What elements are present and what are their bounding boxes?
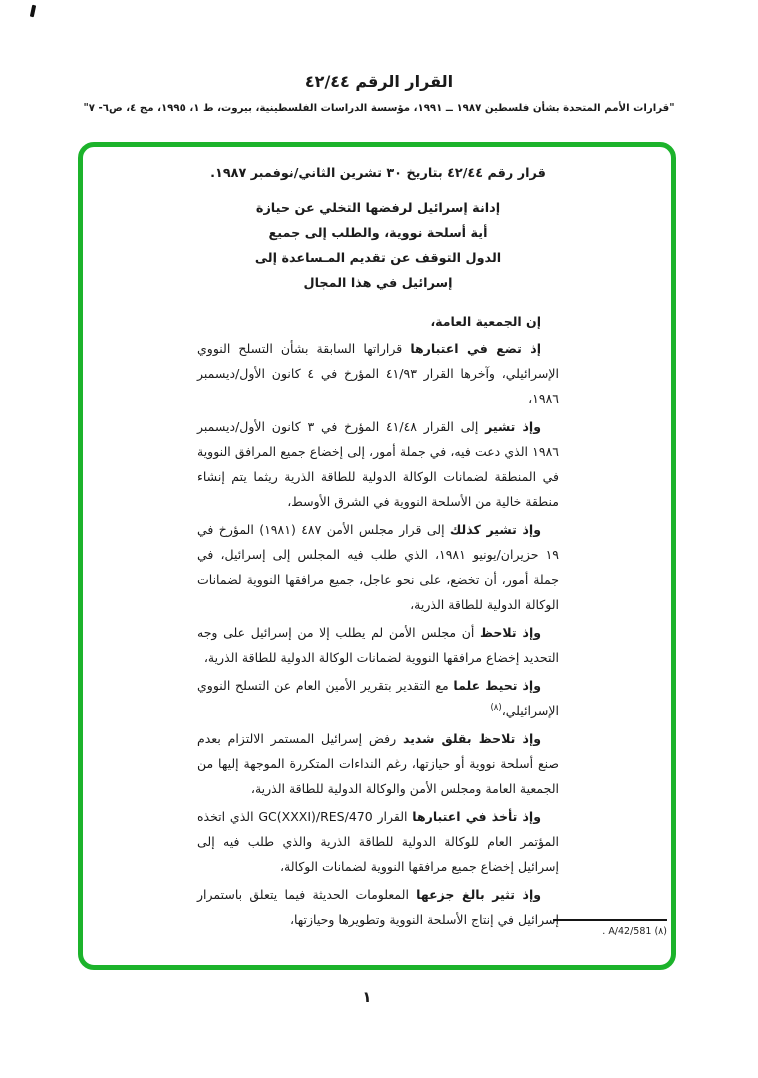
preamble-paragraphs	[197, 336, 559, 932]
paragraph-lead: إذ تضع في اعتبارها	[410, 341, 541, 356]
paragraph-lead: وإذ تلاحظ	[479, 625, 542, 640]
resolution-heading	[197, 196, 559, 296]
footnote: (٨) A/42/581 .	[553, 919, 667, 938]
preamble-paragraph	[197, 517, 559, 617]
page-title: القرار الرقم ٤٢/٤٤	[304, 72, 454, 91]
preamble-paragraph	[197, 726, 559, 801]
resolution-number-line: قرار رقم ٤٢/٤٤ بتاريخ ٣٠ تشرين الثاني/نوفمبر ١٩٨٧.	[210, 166, 546, 181]
preamble-paragraph	[197, 673, 559, 723]
opening-phrase: إن الجمعية العامة،	[430, 314, 541, 329]
paragraph-text: القرار GC(XXXI)/RES/470 الذي اتخذه المؤتمر العام للوكالة الدولية للطاقة الذرية والذي طلب فيه إلى إسرائيل إخضاع جميع مرافقها النووية لضمانات الوكالة،	[197, 809, 559, 874]
heading-line: أية أسلحة نووية، والطلب إلى جميع	[268, 226, 488, 241]
footnote-ref-marker: (٨)	[490, 702, 502, 713]
heading-line: الدول التوقف عن تقديم المـساعدة إلى	[254, 251, 502, 266]
source-citation: "قرارات الأمم المتحدة بشأن فلسطين ١٩٨٧ ــ ١٩٩١، مؤسسة الدراسات الفلسطينية، بيروت، ط ١، ١٩٩٥، مج ٤، ص٦- ٧"	[83, 103, 675, 114]
paragraph-lead: وإذ تثير بالغ جزعها	[416, 887, 541, 902]
paragraph-lead: وإذ تشير كذلك	[449, 522, 541, 537]
paragraph-lead: وإذ تأخذ في اعتبارها	[412, 809, 541, 824]
paragraph-lead: وإذ تلاحظ بقلق شديد	[402, 731, 542, 746]
preamble-paragraph	[197, 620, 559, 670]
paragraph-text: أن مجلس الأمن لم يطلب إلا من إسرائيل على وجه التحديد إخضاع مرافقها النووية لضمانات الوكالة الدولية للطاقة الذرية،	[197, 625, 559, 665]
resolution-text-column	[197, 161, 559, 932]
paragraph-text: رفض إسرائيل المستمر الالتزام بعدم صنع أسلحة نووية أو حيازتها، رغم النداءات المتكررة الموجهة إليها من الجمعية العامة ومجلس الأمن والوكالة الدولية للطاقة الذرية،	[197, 731, 559, 796]
preamble-paragraph	[197, 414, 559, 514]
paragraph-text: قراراتها السابقة بشأن التسلح النووي الإسرائيلي، وآخرها القرار ٤١/٩٣ المؤرخ في ٤ كانون الأول/ديسمبر ١٩٨٦،	[197, 341, 559, 406]
preamble-paragraph	[197, 882, 559, 932]
preamble-paragraph	[197, 336, 559, 411]
paragraph-text: إلى القرار ٤١/٤٨ المؤرخ في ٣ كانون الأول/ديسمبر ١٩٨٦ الذي دعت فيه، في جملة أمور، إلى إخضاع جميع المرافق النووية في المنطقة لضمانات الوكالة الدولية للطاقة الذرية ريثما يتم إنشاء منطقة خالية من الأسلحة النووية في الشرق الأوسط،	[197, 419, 559, 509]
paragraph-lead: وإذ تشير	[485, 419, 541, 434]
paragraph-text: إلى قرار مجلس الأمن ٤٨٧ (١٩٨١) المؤرخ في ١٩ حزيران/يونيو ١٩٨١، الذي طلب فيه المجلس إلى إسرائيل، في جملة أمور، أن تخضع، على نحو عاجل، جميع مرافقها النووية لضمانات الوكالة الدولية للطاقة الذرية،	[197, 522, 559, 612]
paragraph-lead: وإذ تحيط علما	[453, 678, 541, 693]
scan-artifact	[30, 5, 36, 18]
heading-line: إسرائيل في هذا المجال	[303, 276, 453, 291]
heading-line: إدانة إسرائيل لرفضها التخلي عن حيازة	[255, 201, 501, 216]
page-number: ١	[362, 988, 372, 1006]
paragraph-text: المعلومات الحديثة فيما يتعلق باستمرار إسرائيل في إنتاج الأسلحة النووية وتطويرها وحيازتها،	[197, 887, 559, 927]
resolution-frame	[78, 142, 676, 970]
preamble-paragraph	[197, 804, 559, 879]
paragraph-text: مع التقدير بتقرير الأمين العام عن التسلح النووي الإسرائيلي،	[197, 678, 559, 718]
